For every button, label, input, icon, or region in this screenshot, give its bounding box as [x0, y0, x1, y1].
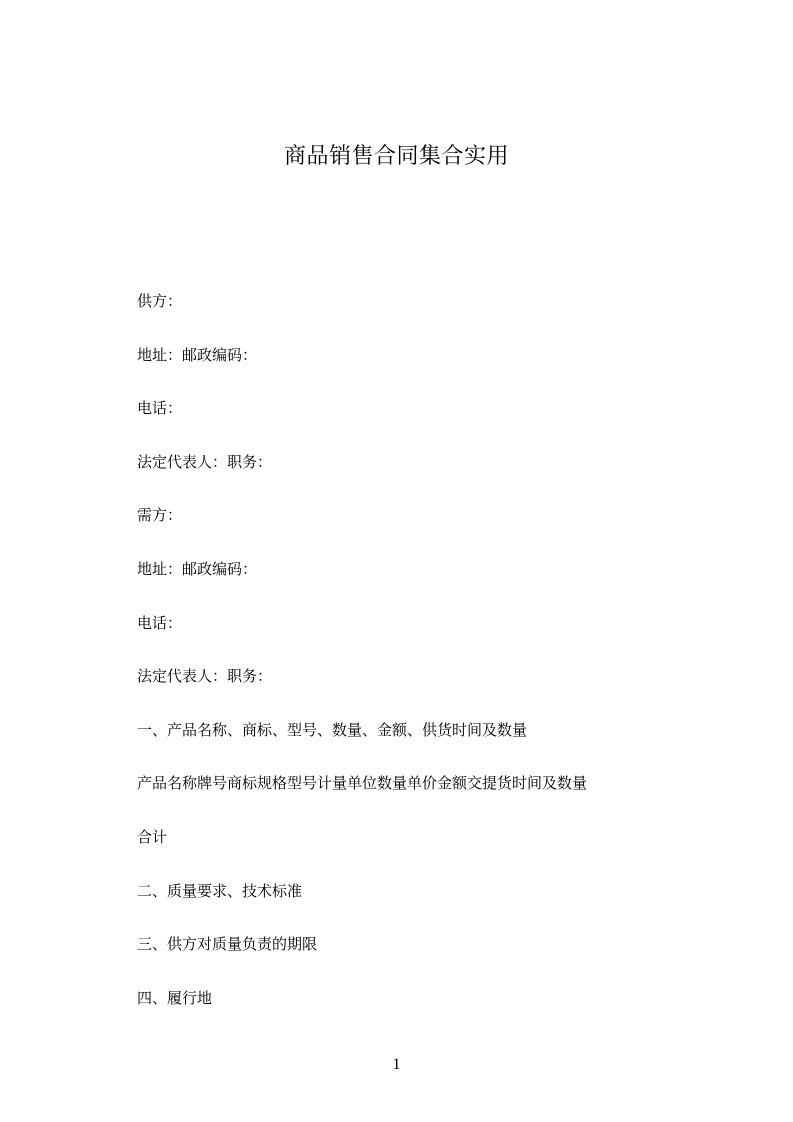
supplier-phone-line: 电话： — [137, 399, 183, 418]
buyer-representative-line: 法定代表人：职务： — [137, 667, 273, 686]
contract-body — [137, 290, 587, 1040]
section-heading-1: 一、产品名称、商标、型号、数量、金额、供货时间及数量 — [137, 720, 528, 739]
product-table-header-line: 产品名称牌号商标规格型号计量单位数量单价金额交提货时间及数量 — [137, 774, 588, 793]
buyer-line: 需方： — [137, 506, 183, 525]
supplier-line: 供方： — [137, 292, 183, 310]
section-heading-3: 三、供方对质量负责的期限 — [137, 935, 318, 954]
page-number: 1 — [392, 1056, 401, 1073]
supplier-address-line: 地址：邮政编码： — [137, 345, 258, 364]
total-line: 合计 — [137, 827, 168, 846]
section-heading-4: 四、履行地 — [137, 988, 213, 1007]
section-heading-2: 二、质量要求、技术标准 — [137, 881, 303, 900]
document-title: 商品销售合同集合实用 — [283, 144, 509, 169]
buyer-address-line: 地址：邮政编码： — [137, 559, 258, 578]
supplier-representative-line: 法定代表人：职务： — [137, 452, 273, 471]
buyer-phone-line: 电话： — [137, 613, 183, 632]
